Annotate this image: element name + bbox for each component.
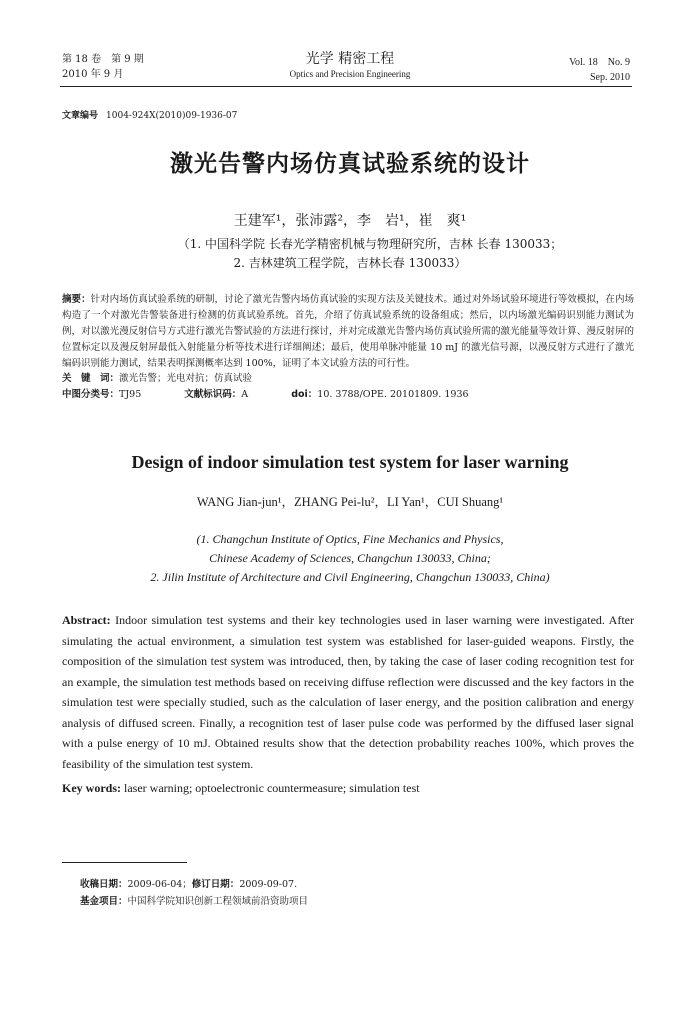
classification-line <box>62 387 634 403</box>
keywords-en-text: laser warning; optoelectronic countermeasure; simulation test <box>124 781 420 795</box>
article-number-value: 1004-924X(2010)09-1936-07 <box>106 111 238 121</box>
abstract-cn-label: 摘要： <box>62 294 91 305</box>
article-number <box>62 108 237 121</box>
keywords-en <box>62 781 634 796</box>
document-code-value: A <box>241 389 249 400</box>
keywords-cn-label: 关 键 词： <box>62 373 120 384</box>
footnote-rule <box>62 862 187 863</box>
affiliation-en-3: 2. Jilin Institute of Architecture and Civil Engineering, Changchun 130033, China) <box>150 570 550 584</box>
fund-label: 基金项目： <box>80 896 128 907</box>
volume-en: Vol. 18 No. 9 <box>569 57 630 68</box>
header-rule <box>60 86 632 87</box>
footnote-dates <box>80 877 297 892</box>
footnote-fund <box>80 894 308 909</box>
authors-en: WANG Jian-jun¹，ZHANG Pei-lu²，LI Yan¹，CUI Shuang¹ <box>196 495 504 509</box>
doi-label: doi： <box>291 389 318 400</box>
abstract-en-text: Indoor simulation test systems and their key technologies used in laser warning were investigated. After simulating the actual environment, a simulation test system was established for laser-guided weapons. Firstly, the composition of the simulation test system was introduced, then, by taking the case of laser coding recognition test for an example, the simulation test methods based on receiving diffuse reflection were discussed and the key factors in the simulation test were specially studied, such as the calculation of laser energy, and the position calibration and energy analysis of diffused screen. Finally, a recognition test of laser pulse code was performed by the diffused laser signal with a pulse energy of 10 mJ. Obtained results show that the detection probability reaches 100%, which proves the feasibility of the simulation test system. <box>62 613 634 771</box>
keywords-cn-text: 激光告警；光电对抗；仿真试验 <box>119 373 253 384</box>
document-code-label: 文献标识码： <box>184 389 242 400</box>
date-cn: 2010 年 9 月 <box>62 69 124 80</box>
keywords-en-label: Key words: <box>62 781 121 795</box>
authors-cn: 王建军¹，张沛露²，李 岩¹，崔 爽¹ <box>233 213 467 229</box>
title-cn: 激光告警内场仿真试验系统的设计 <box>170 151 530 177</box>
affiliation-en-2: Chinese Academy of Sciences, Changchun 130033, China; <box>209 551 491 565</box>
header-left <box>62 52 144 82</box>
revised-date: 2009-09-07. <box>239 879 298 890</box>
classification-value: TJ95 <box>119 389 142 400</box>
abstract-en <box>62 610 634 774</box>
title-en: Design of indoor simulation test system for laser warning <box>131 452 569 472</box>
revised-label: 修订日期： <box>191 879 240 890</box>
affiliation-cn-1: （1. 中国科学院 长春光学精密机械与物理研究所，吉林 长春 130033； <box>177 237 563 251</box>
affiliation-cn-2: 2. 吉林建筑工程学院，吉林长春 130033） <box>233 256 467 270</box>
journal-name-en: Optics and Precision Engineering <box>289 69 411 79</box>
doi-value: 10. 3788/OPE. 20101809. 1936 <box>317 389 469 400</box>
fund-text: 中国科学院知识创新工程领域前沿资助项目 <box>127 896 309 907</box>
classification-number <box>62 389 161 400</box>
keywords-cn <box>62 371 634 387</box>
header-right <box>569 55 630 85</box>
abstract-cn <box>62 292 634 372</box>
article-number-label: 文章编号 <box>62 111 99 121</box>
received-label: 收稿日期： <box>80 879 128 890</box>
header-center <box>200 50 500 81</box>
journal-name-cn: 光学 精密工程 <box>305 51 395 67</box>
doi <box>291 389 488 400</box>
classification-label: 中图分类号： <box>62 389 120 400</box>
abstract-en-label: Abstract: <box>62 613 111 627</box>
received-date: 2009-06-04； <box>127 879 192 890</box>
volume-cn: 第 18 卷 第 9 期 <box>62 54 144 65</box>
affiliation-en-1: (1. Changchun Institute of Optics, Fine Mechanics and Physics, <box>196 532 504 546</box>
date-en: Sep. 2010 <box>590 72 630 83</box>
document-code <box>184 389 268 400</box>
abstract-cn-text: 针对内场仿真试验系统的研制，讨论了激光告警内场仿真试验的实现方法及关键技术。通过对外场试验环境进行等效模拟，在内场构造了一个对激光告警装备进行检测的仿真试验系统。首先，介绍了仿真试验系统的设备组成；然后，以内场激光编码识别能力测试为例，对以激光漫反射信号方式进行激光告警试验的方法进行探讨，并对完成激光告警内场仿真试验所需的激光能量等效计算、漫反射屏的位置标定以及漫反射屏最低入射能量分析等技术进行详细阐述；最后，使用单脉冲能量 10 mJ 的激光信号源，以漫反射方式进行了激光编码识别能力测试，结果表明探测概率达到 100%，证明了本文试验方法的可行性。 <box>62 294 634 369</box>
